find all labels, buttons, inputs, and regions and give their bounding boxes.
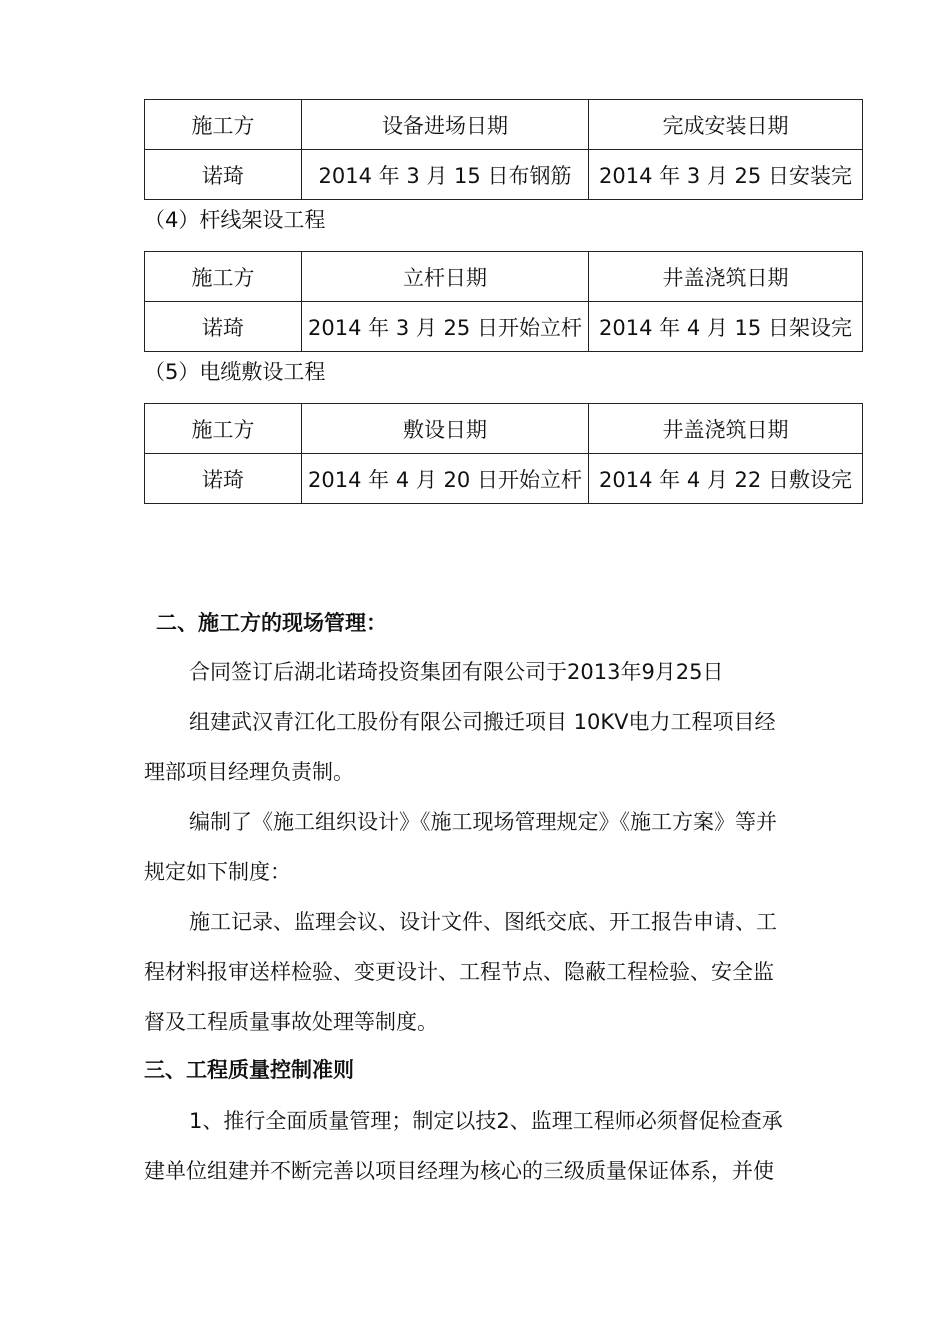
- paragraph-line: 组建武汉青江化工股份有限公司搬迁项目 10KV电力工程项目经: [189, 710, 776, 734]
- table-row: [145, 150, 863, 200]
- table-header-cell: 施工方: [145, 404, 302, 454]
- paragraph-line: 程材料报审送样检验、变更设计、工程节点、隐蔽工程检验、安全监: [144, 960, 774, 984]
- table-row: [145, 302, 863, 352]
- section-5-title: （5）电缆敷设工程: [144, 360, 326, 384]
- table-header-row: [145, 100, 863, 150]
- paragraph-line: 编制了《施工组织设计》《施工现场管理规定》《施工方案》等并: [189, 810, 777, 834]
- table-cell: 2014 年 4 月 20 日开始立杆: [302, 454, 589, 504]
- table-cable-laying: [144, 403, 863, 504]
- table-header-row: [145, 252, 863, 302]
- table-header-cell: 敷设日期: [302, 404, 589, 454]
- paragraph-line: 施工记录、监理会议、设计文件、图纸交底、开工报告申请、工: [189, 910, 777, 934]
- table-cell: 诺琦: [145, 302, 302, 352]
- table-row: [145, 454, 863, 504]
- table-pole-line: [144, 251, 863, 352]
- table-header-cell: 井盖浇筑日期: [589, 404, 863, 454]
- table-cell: 诺琦: [145, 454, 302, 504]
- table-cell: 2014 年 3 月 15 日布钢筋: [302, 150, 589, 200]
- table-equipment-install: [144, 99, 863, 200]
- paragraph-line: 合同签订后湖北诺琦投资集团有限公司于2013年9月25日: [189, 660, 724, 684]
- table-header-cell: 设备进场日期: [302, 100, 589, 150]
- table-header-cell: 施工方: [145, 252, 302, 302]
- table-cell: 2014 年 4 月 22 日敷设完: [589, 454, 863, 504]
- paragraph-line: 建单位组建并不断完善以项目经理为核心的三级质量保证体系，并使: [144, 1159, 774, 1183]
- section-4-title: （4）杆线架设工程: [144, 208, 326, 232]
- paragraph-line: 理部项目经理负责制。: [144, 760, 354, 784]
- table-cell: 2014 年 4 月 15 日架设完: [589, 302, 863, 352]
- table-cell: 2014 年 3 月 25 日安装完: [589, 150, 863, 200]
- table-header-cell: 完成安装日期: [589, 100, 863, 150]
- table-header-row: [145, 404, 863, 454]
- table-header-cell: 井盖浇筑日期: [589, 252, 863, 302]
- table-header-cell: 施工方: [145, 100, 302, 150]
- table-header-cell: 立杆日期: [302, 252, 589, 302]
- heading-site-management: 二、施工方的现场管理：: [156, 611, 387, 635]
- table-cell: 诺琦: [145, 150, 302, 200]
- paragraph-line: 1、推行全面质量管理；制定以技2、监理工程师必须督促检查承: [189, 1109, 783, 1133]
- table-cell: 2014 年 3 月 25 日开始立杆: [302, 302, 589, 352]
- paragraph-line: 规定如下制度：: [144, 860, 291, 884]
- heading-quality-control: 三、工程质量控制准则: [144, 1058, 354, 1082]
- paragraph-line: 督及工程质量事故处理等制度。: [144, 1010, 438, 1034]
